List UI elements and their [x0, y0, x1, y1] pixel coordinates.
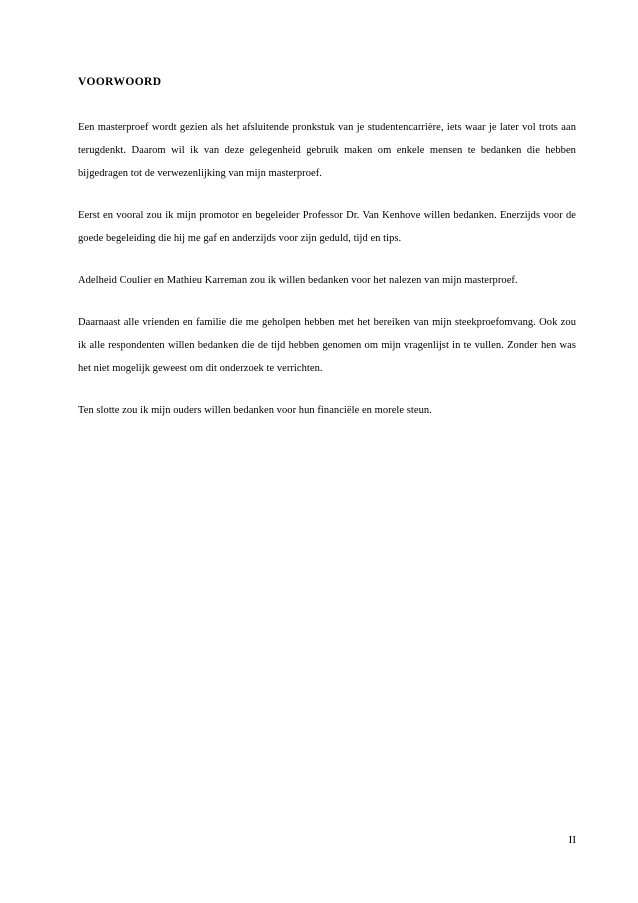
paragraph-promotor: Eerst en vooral zou ik mijn promotor en begeleider Professor Dr. Van Kenhove willen bedanken. Enerzijds voor de goede begeleiding die hij me gaf en anderzijds voor zijn geduld, tijd en tips.: [78, 210, 576, 244]
page-heading: VOORWOORD: [78, 76, 162, 88]
page-number: II: [568, 834, 576, 846]
document-body: [78, 74, 576, 422]
paragraph-proofreaders: Adelheid Coulier en Mathieu Karreman zou ik willen bedanken voor het nalezen van mijn masterproef.: [78, 275, 518, 286]
paragraph-intro: Een masterproef wordt gezien als het afsluitende pronkstuk van je studentencarrière, iets waar je later vol trots aan terugdenkt. Daarom wil ik van deze gelegenheid gebruik maken om enkele mensen te bedanken die hebben bijgedragen tot de verwezenlijking van mijn masterproef.: [78, 122, 576, 179]
paragraph-parents: Ten slotte zou ik mijn ouders willen bedanken voor hun financiële en morele steun.: [78, 405, 432, 416]
paragraph-friends-respondents: Daarnaast alle vrienden en familie die me geholpen hebben met het bereiken van mijn steekproefomvang. Ook zou ik alle respondenten willen bedanken die de tijd hebben genomen om mijn vragenlijst in te vullen. Zonder hen was het niet mogelijk geweest om dit onderzoek te verrichten.: [78, 317, 576, 374]
